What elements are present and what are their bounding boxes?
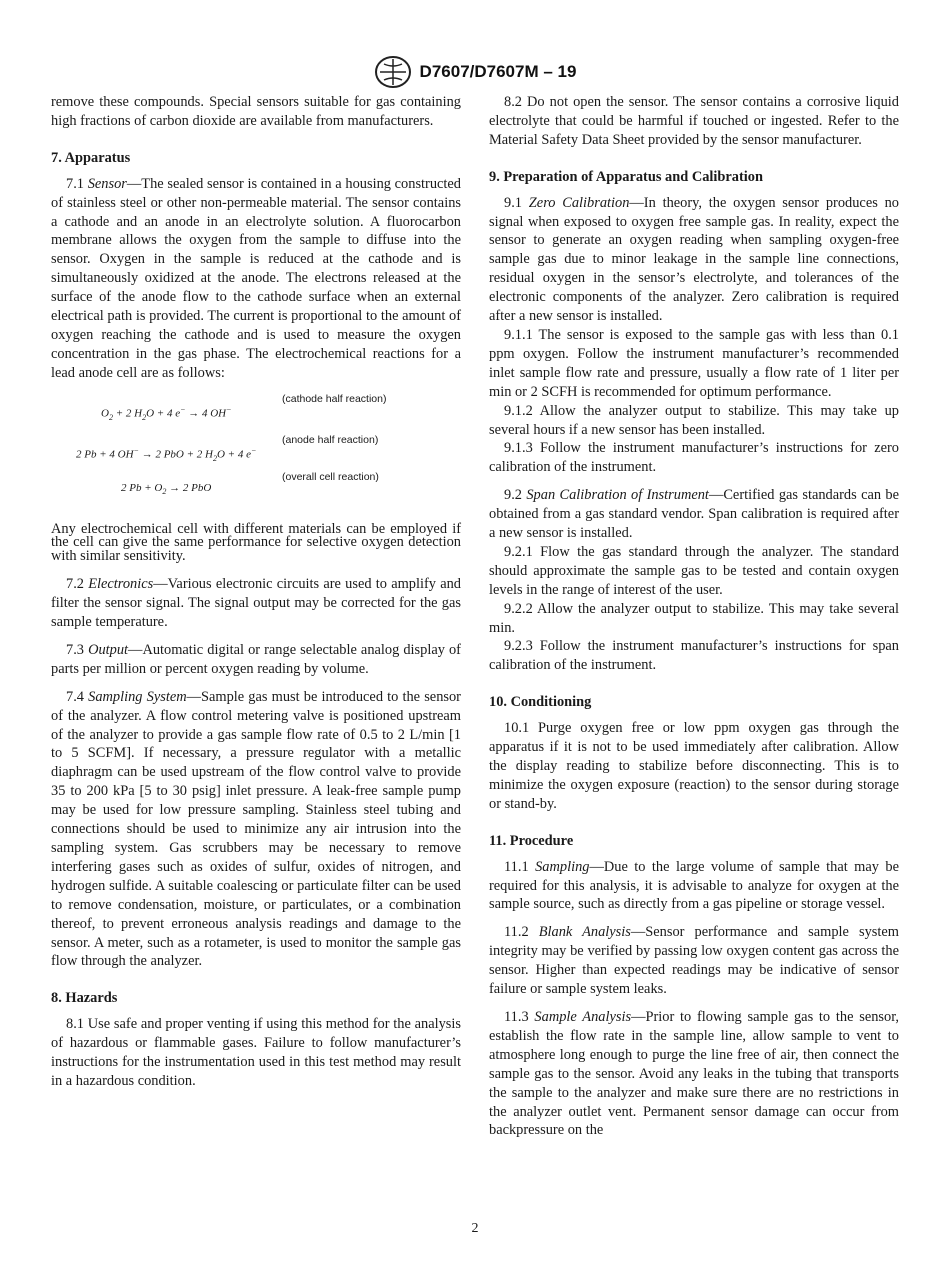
left-column (51, 93, 461, 1091)
paragraph-9-2-3: 9.2.3 Follow the instrument manufacturer’s instructions for span calibration of the instrument. (489, 638, 899, 674)
equation-block (51, 387, 461, 517)
right-column (489, 93, 899, 1140)
section-8-heading: 8. Hazards (51, 990, 118, 1007)
equation-note-overall: (overall cell reaction) (282, 470, 379, 483)
paragraph-9-1-2: 9.1.2 Allow the analyzer output to stabilize. This may take up several hours if a new sensor has been installed. (489, 402, 899, 438)
section-10-heading: 10. Conditioning (489, 694, 592, 711)
paragraph-7-4: 7.4 Sampling System—Sample gas must be introduced to the sensor of the analyzer. A flow control metering valve is positioned upstream of the analyzer to provide a gas sample flow rate of 0.5 to 2 L/min [1 to 5 SCFM]. If necessary, a pressure regulator with a metallic diaphragm can be used upstream of the flow control valve to provide 35 to 200 kPa [5 to 30 psig] inlet pressure. A leak-free sample pump may be used for low pressure sampling. Stainless steel tubing and connections should be used to minimize any air intrusion into the sampling system. Gas scrubbers may be necessary to remove interfering gases such as oxides of sulfur, oxides of nitrogen, and hydrogen sulfide. A suitable coalescing or particulate filter can be used to remove condensation, moisture, or particulates, or a combination thereof, to prevent erroneous analysis readings and damage to the sensor. A meter, such as a rotameter, is used to monitor the sample gas flow through the analyzer. (51, 688, 461, 970)
equation-overall: 2 $Pb + O_2 \to 2$ PbO (121, 481, 212, 496)
paragraph-11-3: 11.3 Sample Analysis—Prior to flowing sample gas to the sensor, establish the flow rate in the sample line, allow sample to vent to atmosphere long enough to purge the line free of air, then connect the sample gas to the sensor. Avoid any leaks in the tubing that transports the sample to the analyzer and make sure there are no restrictions in the analyzer outlet vent. Permanent sensor damage can occur from backpressure on the (489, 1008, 900, 1139)
intro-paragraph: remove these compounds. Special sensors suitable for gas containing high fractions of carbon dioxide are available from manufacturers. (51, 94, 461, 129)
paragraph-10-1: 10.1 Purge oxygen free or low ppm oxygen gas through the apparatus if it is not to be used immediately after calibration. Allow the display reading to stabilize before disconnecting. This is to minimize the oxygen exposure (reaction) to the sensor during storage or stand-by. (489, 720, 899, 812)
paragraph-9-2-1: 9.2.1 Flow the gas standard through the analyzer. The standard should approximate the sample gas to be tested and contain oxygen levels in the range of interest of the user. (489, 543, 899, 598)
paragraph-9-2-2: 9.2.2 Allow the analyzer output to stabilize. This may take several min. (489, 600, 899, 636)
paragraph-7-1: 7.1 Sensor—The sealed sensor is contained in a housing constructed of stainless steel or other non-permeable material. The sensor contains a cathode and an anode in an electrolyte solution. A fluorocarbon membrane allows the oxygen from the sample to diffuse into the sensor. Oxygen in the sample is reduced at the cathode and is simultaneously oxidized at the anode. The electrons released at the surface of the anode flow to the cathode surface when an external electrical path is provided. The current is proportional to the amount of oxygen reaching the cathode and is used to measure the oxygen concentration in the gas phase. The electrochemical reactions for a lead anode cell are as follows: (51, 175, 461, 381)
section-11-heading: 11. Procedure (489, 832, 574, 849)
paragraph-9-1: 9.1 Zero Calibration—In theory, the oxygen sensor produces no signal when exposed to oxygen free sample gas. In reality, expect the sensor to generate an oxygen reading when sampling oxygen-free sample gas due to minor leakage in the sample line connections, residual oxygen in the sensor’s electrolyte, and tolerances of the electronic components of the analyzer. Zero calibration is required after a new sensor is installed. (489, 194, 899, 325)
equation-anode: 2 Pb + 4 OH− → 2 PbO + 2 $H_2O + 4$ e− (76, 445, 257, 463)
paragraph-11-2: 11.2 Blank Analysis—Sensor performance and sample system integrity may be verified by passing low oxygen content gas across the sensor. Higher than expected readings may be indicative of sensor failure or sample system leaks. (489, 924, 899, 998)
paragraph-9-1-3: 9.1.3 Follow the instrument manufacturer’s instructions for zero calibration of the instrument. (489, 440, 899, 476)
equation-note-cathode: (cathode half reaction) (282, 392, 387, 405)
paragraph-11-1: 11.1 Sampling—Due to the large volume of sample that may be required for this analysis, it is advisable to analyze for oxygen at the sample source, such as directly from a gas pipeline or storage vessel. (489, 858, 899, 913)
paragraph-after-equations: Any electrochemical cell with different materials can be employed if the cell can give the same performance for selective oxygen detection with similar sensitivity. (51, 520, 461, 564)
equation-cathode: $O_2 + 2$ $H_2O + 4$ e− → 4 OH− (101, 404, 232, 422)
equation-note-anode: (anode half reaction) (282, 433, 379, 446)
section-9-heading: 9. Preparation of Apparatus and Calibration (489, 168, 763, 185)
section-7-heading: 7. Apparatus (51, 149, 131, 166)
page-header (0, 55, 950, 94)
standard-designation: D7607/D7607M – 19 (419, 62, 577, 81)
paragraph-8-2: 8.2 Do not open the sensor. The sensor contains a corrosive liquid electrolyte that could be harmful if touched or ingested. Refer to the Material Safety Data Sheet provided by the sensor manufacturer. (489, 94, 899, 148)
paragraph-9-1-1: 9.1.1 The sensor is exposed to the sample gas with less than 0.1 ppm oxygen. Follow the instrument manufacturer’s recommended inlet sample flow rate and pressure, usually a flow rate of 1 liter per min or 2 SCFH is recommended for optimum performance. (489, 326, 899, 400)
astm-logo-icon (374, 55, 412, 89)
paragraph-8-1: 8.1 Use safe and proper venting if using this method for the analysis of hazardous or flammable gases. Failure to follow manufacturer’s instructions for the instrumentation used in this test method may result in a hazardous condition. (51, 1016, 461, 1089)
paragraph-7-3: 7.3 Output—Automatic digital or range selectable analog display of parts per million or percent oxygen reading by volume. (51, 641, 461, 677)
paragraph-9-2: 9.2 Span Calibration of Instrument—Certified gas standards can be obtained from a gas standard vendor. Span calibration is required after a new sensor is installed. (489, 487, 899, 542)
page-number: 2 (471, 1221, 479, 1236)
paragraph-7-2: 7.2 Electronics—Various electronic circuits are used to amplify and filter the sensor signal. The signal output may be corrected for the gas sample temperature. (51, 576, 461, 630)
